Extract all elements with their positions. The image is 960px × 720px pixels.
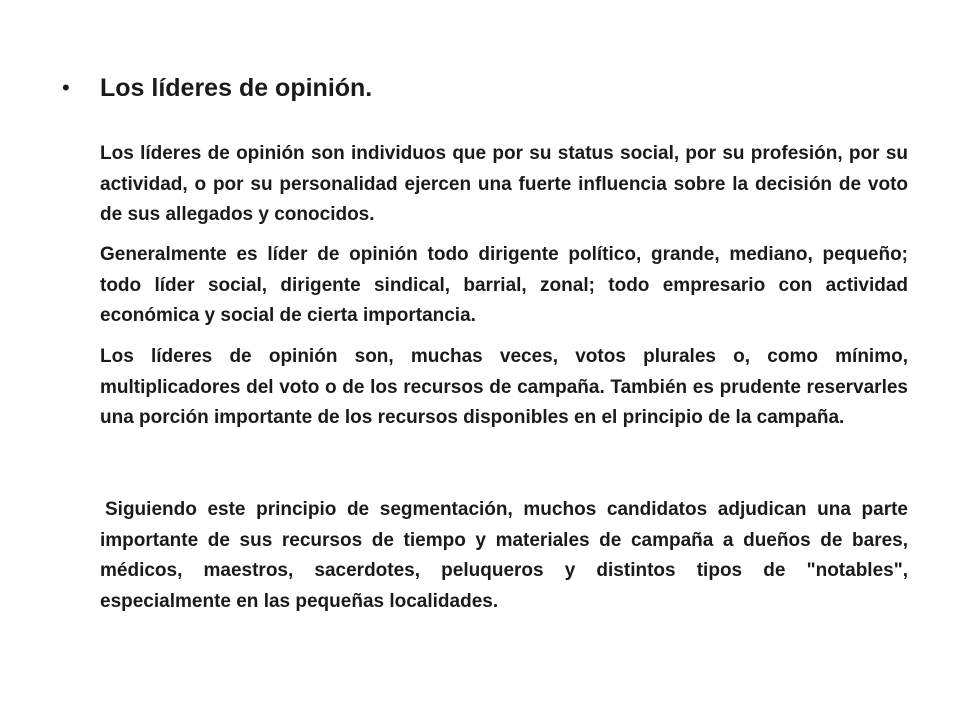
paragraph-examples: Generalmente es líder de opinión todo dirigente político, grande, mediano, pequeño; todo líder social, dirigente sindical, barrial, zonal; todo empresario con actividad económica y social de cierta importancia. [100,244,908,326]
slide-heading: Los líderes de opinión. [100,74,373,102]
heading-row [62,70,902,106]
paragraph-definition: Los líderes de opinión son individuos que por su status social, por su profesión, por su actividad, o por su personalidad ejercen una fuerte influencia sobre la decisión de voto de sus allegados y conocidos. [100,143,908,225]
paragraph-multipliers: Los líderes de opinión son, muchas veces, votos plurales o, como mínimo, multiplicadores del voto o de los recursos de campaña. También es prudente reservarles una porción importante de los recursos disponibles en el principio de la campaña. [100,346,908,428]
bullet-dot-icon: • [62,75,70,100]
paragraph-segmentation: Siguiendo este principio de segmentación, muchos candidatos adjudican una parte importante de sus recursos de tiempo y materiales de campaña a dueños de bares, médicos, maestros, sacerdotes, peluqueros y distintos tipos de "notables", especialmente en las pequeñas localidades. [100,499,908,612]
